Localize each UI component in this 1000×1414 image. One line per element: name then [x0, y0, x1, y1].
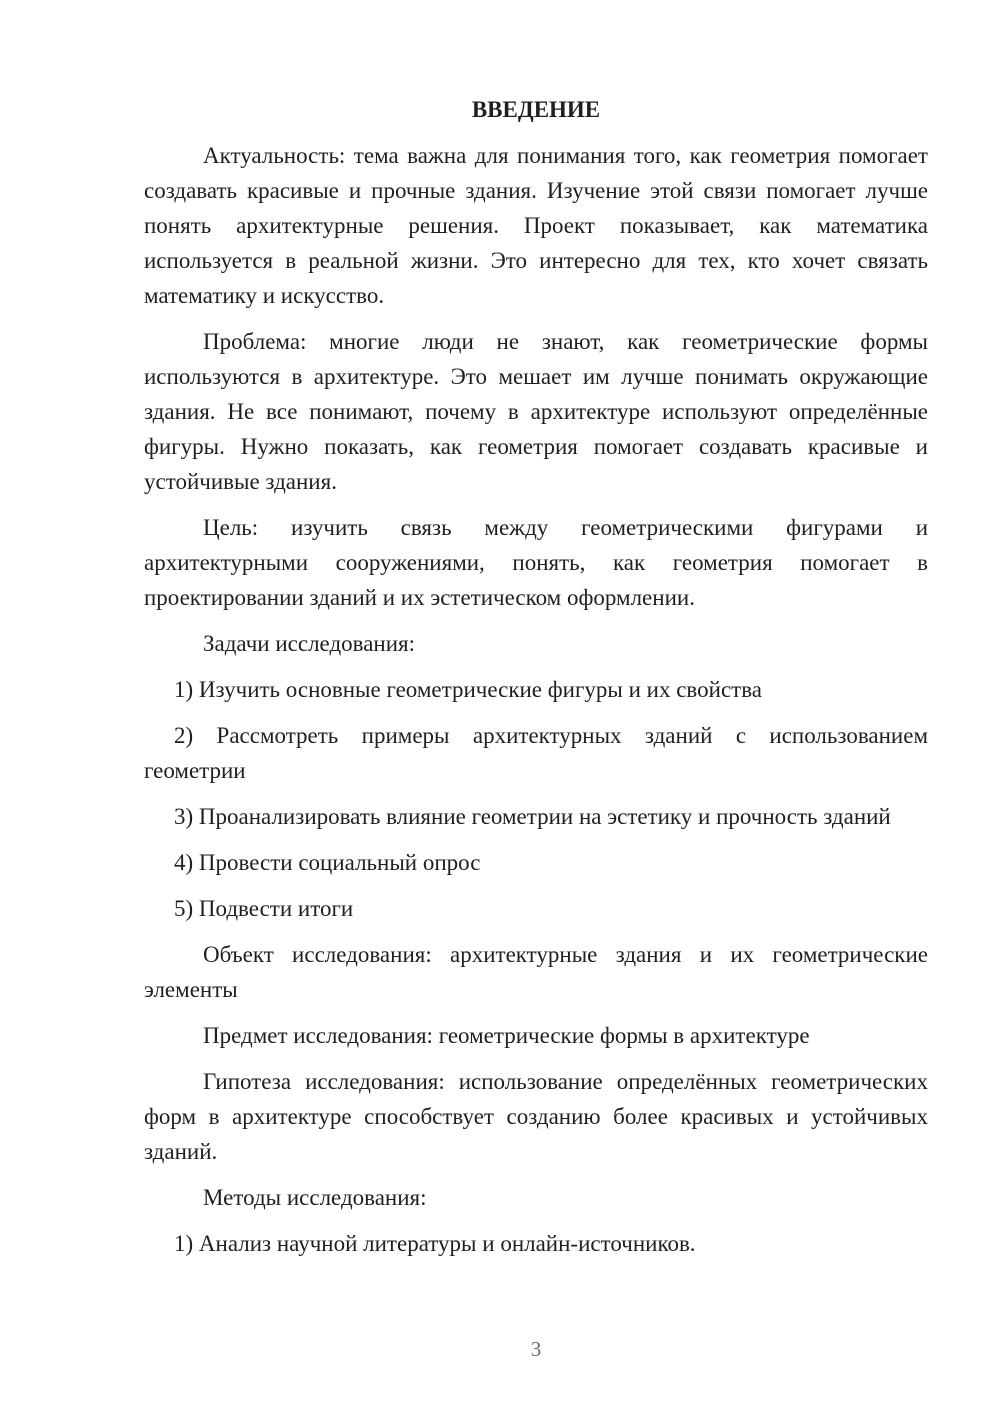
- methods-heading: Методы исследования:: [203, 1185, 427, 1210]
- page-content: [144, 92, 928, 1272]
- page-number: 3: [530, 1337, 542, 1361]
- task-item-3: 3) Проанализировать влияние геометрии на эстетику и прочность зданий: [174, 804, 891, 829]
- section-title: ВВЕДЕНИЕ: [471, 97, 601, 122]
- tasks-heading: Задачи исследования:: [203, 631, 416, 656]
- method-item-1: 1) Анализ научной литературы и онлайн-источников.: [174, 1231, 696, 1256]
- object-paragraph: Объект исследования: архитектурные здания и их геометрические элементы: [144, 942, 928, 1002]
- hypothesis-paragraph: Гипотеза исследования: использование определённых геометрических форм в архитектуре способствует созданию более красивых и устойчивых зданий.: [144, 1069, 928, 1164]
- task-item-4: 4) Провести социальный опрос: [174, 850, 481, 875]
- task-item-2: 2) Рассмотреть примеры архитектурных зданий с использованием геометрии: [144, 723, 928, 783]
- problem-paragraph: Проблема: многие люди не знают, как геометрические формы используются в архитектуре. Это мешает им лучше понимать окружающие здания. Не все понимают, почему в архитектуре используют определённые фигуры. Нужно показать, как геометрия помогает создавать красивые и устойчивые здания.: [144, 329, 928, 494]
- relevance-paragraph: Актуальность: тема важна для понимания того, как геометрия помогает создавать красивые и прочные здания. Изучение этой связи помогает лучше понять архитектурные решения. Проект показывает, как математика используется в реальной жизни. Это интересно для тех, кто хочет связать математику и искусство.: [144, 143, 928, 308]
- subject-paragraph: Предмет исследования: геометрические формы в архитектуре: [203, 1023, 810, 1048]
- goal-paragraph: Цель: изучить связь между геометрическими фигурами и архитектурными сооружениями, понять, как геометрия помогает в проектировании зданий и их эстетическом оформлении.: [144, 515, 928, 610]
- task-item-5: 5) Подвести итоги: [174, 896, 354, 921]
- task-item-1: 1) Изучить основные геометрические фигуры и их свойства: [174, 677, 762, 702]
